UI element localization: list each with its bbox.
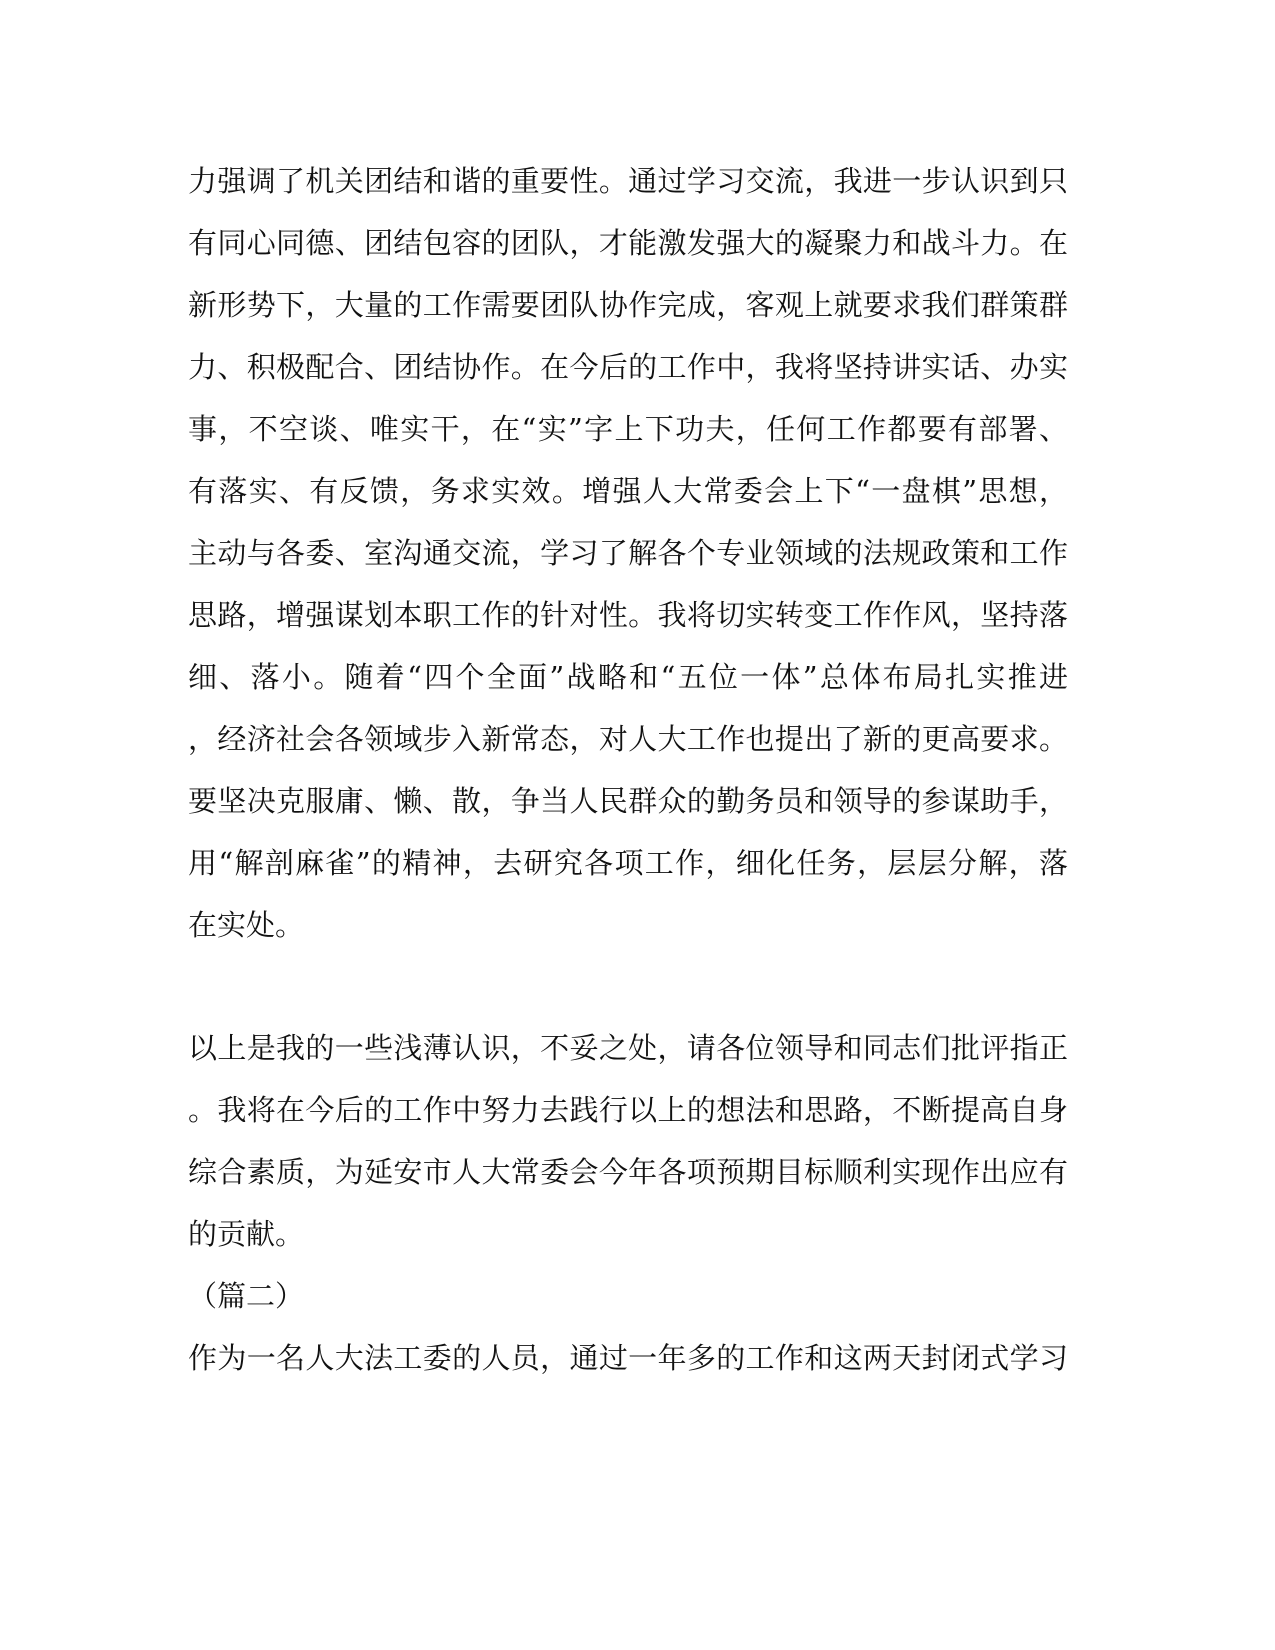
paragraph-1-line-4: 力、积极配合、团结协作。在今后的工作中，我将坚持讲实话、办实 [188, 350, 1068, 384]
paragraph-1-line-8: 思路，增强谋划本职工作的针对性。我将切实转变工作作风，坚持落 [188, 598, 1068, 632]
paragraph-1-line-13: 在实处。 [188, 908, 305, 942]
paragraph-3-line-1: 作为一名人大法工委的人员，通过一年多的工作和这两天封闭式学习 [188, 1341, 1068, 1375]
paragraph-2-line-3: 综合素质，为延安市人大常委会今年各项预期目标顺利实现作出应有 [188, 1155, 1068, 1189]
paragraph-2-line-2: 。我将在今后的工作中努力去践行以上的想法和思路，不断提高自身 [188, 1093, 1068, 1127]
paragraph-1-line-11: 要坚决克服庸、懒、散，争当人民群众的勤务员和领导的参谋助手， [188, 784, 1068, 818]
paragraph-1-line-7: 主动与各委、室沟通交流，学习了解各个专业领域的法规政策和工作 [188, 536, 1068, 570]
paragraph-1-line-2: 有同心同德、团结包容的团队，才能激发强大的凝聚力和战斗力。在 [188, 226, 1068, 260]
section-heading: （篇二） [188, 1279, 305, 1313]
paragraph-1-line-12: 用“解剖麻雀”的精神，去研究各项工作，细化任务，层层分解，落 [188, 846, 1068, 880]
paragraph-1-line-3: 新形势下，大量的工作需要团队协作完成，客观上就要求我们群策群 [188, 288, 1068, 322]
paragraph-1-line-1: 力强调了机关团结和谐的重要性。通过学习交流，我进一步认识到只 [188, 164, 1068, 198]
paragraph-1-line-5: 事，不空谈、唯实干，在“实”字上下功夫，任何工作都要有部署、 [188, 412, 1068, 446]
paragraph-1-line-6: 有落实、有反馈，务求实效。增强人大常委会上下“一盘棋”思想， [188, 474, 1068, 508]
paragraph-2-line-4: 的贡献。 [188, 1217, 305, 1251]
paragraph-2-line-1: 以上是我的一些浅薄认识，不妥之处，请各位领导和同志们批评指正 [188, 1031, 1068, 1065]
paragraph-1-line-10: ，经济社会各领域步入新常态，对人大工作也提出了新的更高要求。 [188, 722, 1068, 756]
paragraph-1-line-9: 细、落小。随着“四个全面”战略和“五位一体”总体布局扎实推进 [188, 660, 1068, 694]
